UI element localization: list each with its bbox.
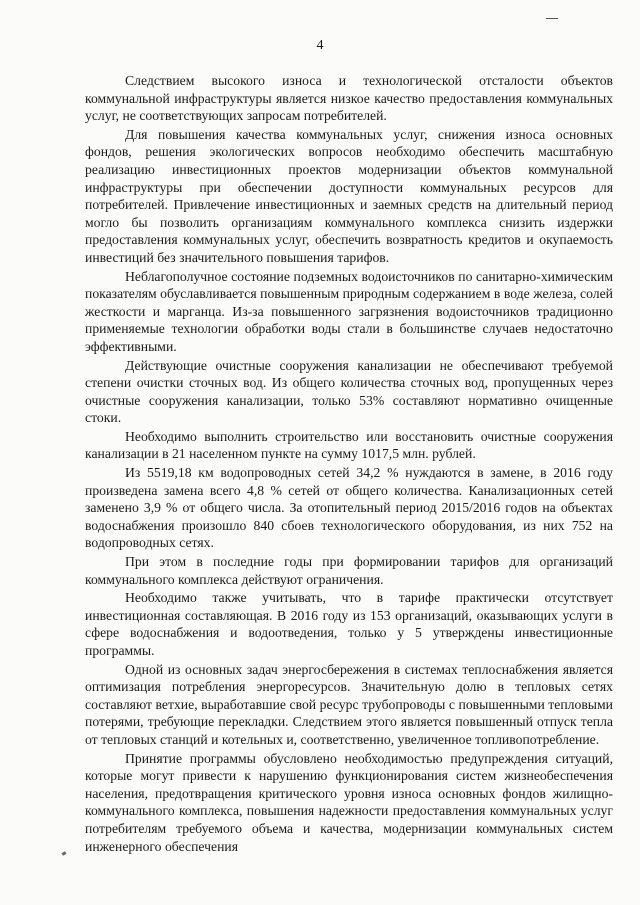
- paragraph: Действующие очистные сооружения канализации не обеспечивают требуемой степени очистки сточных вод. Из общего количества сточных вод, пропущенных через очистные сооружения канализации, только 53% составляют нормативно очищенные стоки.: [85, 357, 613, 426]
- paragraph: Следствием высокого износа и технологической отсталости объектов коммунальной инфраструктуры является низкое качество предоставления коммунальных услуг, не соответствующих запросам потребителей.: [85, 73, 613, 124]
- paragraph: Необходимо также учитывать, что в тарифе практически отсутствует инвестиционная составляющая. В 2016 году из 153 организаций, оказывающих услуги в сфере водоснабжения и водоотведения, только у 5 утверждены инвестиционные программы.: [85, 590, 613, 658]
- paragraph: Принятие программы обусловлено необходимостью предупреждения ситуаций, которые могут привести к нарушению функционирования систем жизнеобеспечения населения, предотвращения критического уровня износа основных фондов жилищно-коммунального комплекса, повышения надежности предоставления коммунальных услуг потребителям требуемого объема и качества, модернизации коммунальных систем инженерного обеспечения: [85, 750, 613, 854]
- scan-mark: [546, 18, 558, 19]
- paragraph: Неблагополучное состояние подземных водоисточников по санитарно-химическим показателям обуславливается повышенным природным содержанием в воде железа, солей жесткости и марганца. Из-за повышенного загрязнения водоисточников традиционно применяемые технологии обработки воды стали в большинстве случаев недостаточно эффективными.: [85, 268, 613, 354]
- page-number: 4: [316, 38, 324, 53]
- paragraph: Из 5519,18 км водопроводных сетей 34,2 % нуждаются в замене, в 2016 году произведена замена всего 4,8 % сетей от общего количества. Канализационных сетей заменено 3,9 % от общего числа. За отопительный период 2015/2016 годов на объектах водоснабжения произошло 840 сбоев технологического оборудования, из них 752 на водопроводных сетях.: [85, 465, 613, 551]
- paragraph: Необходимо выполнить строительство или восстановить очистные сооружения канализации в 21 населенном пункте на сумму 1017,5 млн. рублей.: [85, 428, 613, 462]
- scan-mark: [62, 851, 67, 856]
- paragraph: При этом в последние годы при формировании тарифов для организаций коммунального комплекса действуют ограничения.: [85, 554, 613, 587]
- paragraph: Для повышения качества коммунальных услуг, снижения износа основных фондов, решения экологических вопросов необходимо обеспечить масштабную реализацию инвестиционных проектов модернизации объектов коммунальной инфраструктуры при обеспечении доступности коммунальных ресурсов для потребителей. Привлечение инвестиционных и заемных средств на длительный период могло бы позволить организациям коммунального комплекса снизить издержки предоставления коммунальных услуг, обеспечить возвратность кредитов и окупаемость инвестиций без значительного повышения тарифов.: [85, 126, 613, 265]
- document-body: [85, 72, 613, 856]
- paragraph: Одной из основных задач энергосбережения в системах теплоснабжения является оптимизация потребления энергоресурсов. Значительную долю в тепловых сетях составляют ветхие, выработавшие свой ресурс трубопроводы с повышенными тепловыми потерями, требующие перекладки. Следствием этого является повышенный отпуск тепла от тепловых станций и котельных и, соответственно, увеличенное топливопотребление.: [85, 661, 613, 747]
